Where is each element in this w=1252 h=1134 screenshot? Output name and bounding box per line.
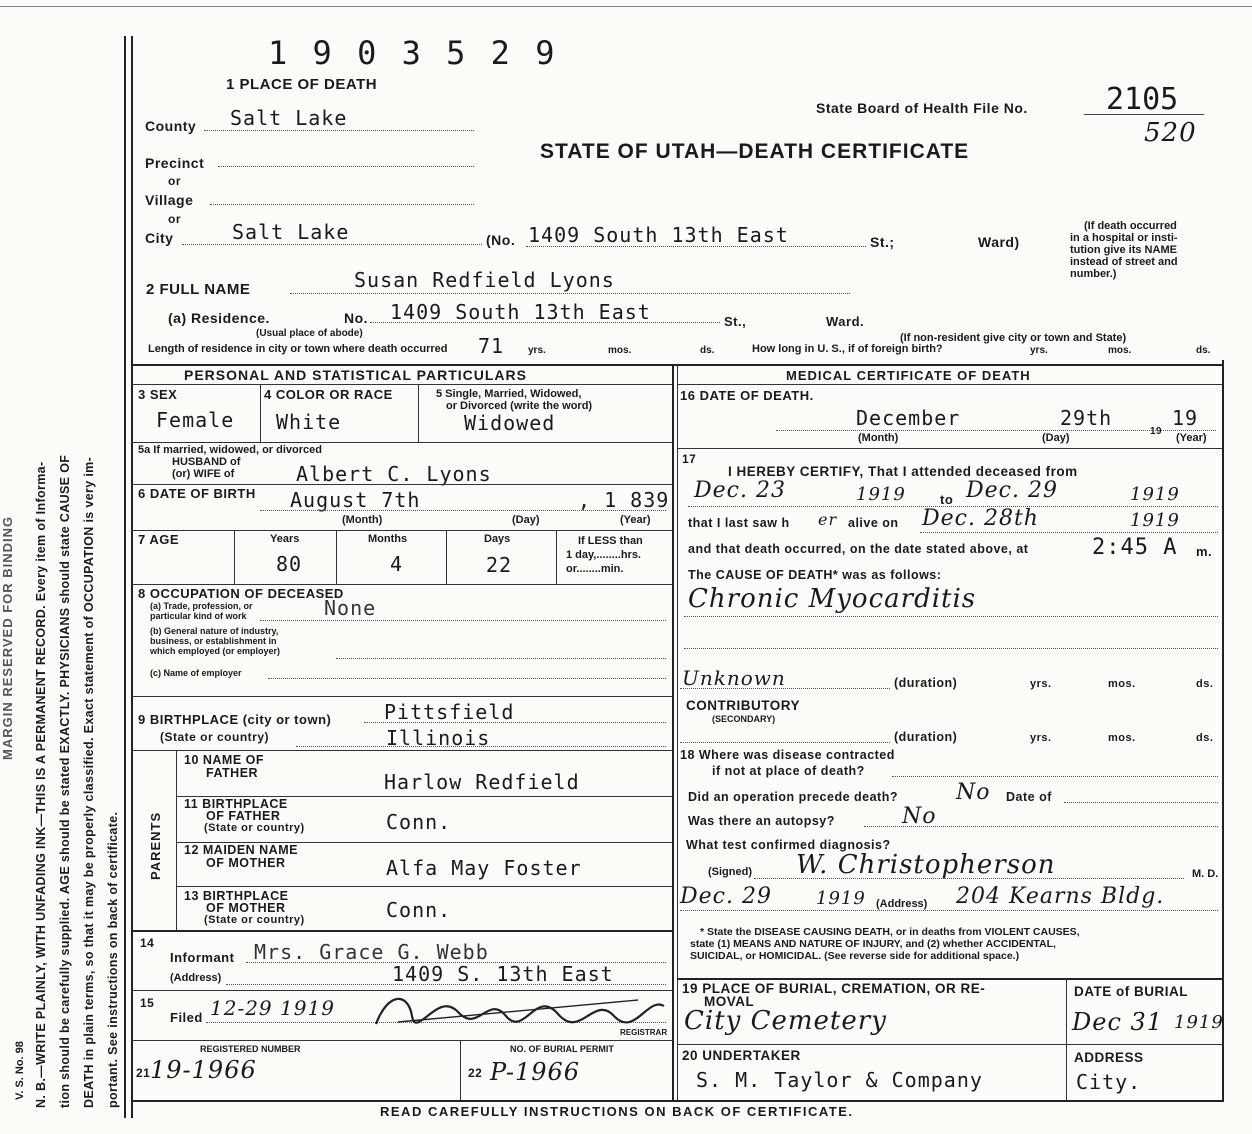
mother-label-2: OF MOTHER [206, 856, 286, 870]
death-occurred-label: and that death occurred, on the date stated above, at [688, 542, 1029, 556]
burial-permit-label: NO. OF BURIAL PERMIT [510, 1044, 614, 1054]
or-text-2: or [168, 212, 181, 226]
signature-year: 1919 [816, 888, 866, 909]
spouse-label [138, 444, 322, 480]
city-value: Salt Lake [232, 220, 350, 244]
dod-day-caption: (Day) [1042, 432, 1070, 444]
usual-place-caption: (Usual place of abode) [256, 328, 363, 339]
father-name-label [184, 754, 264, 780]
cause-note-2: state (1) MEANS AND NATURE OF INJURY, and (2) whether ACCIDENTAL, [690, 938, 1056, 950]
item-17-number: 17 [682, 452, 697, 466]
item-15-number: 15 [140, 996, 155, 1010]
if-less-2: 1 day,........hrs. [566, 549, 641, 561]
registered-divider [460, 1040, 461, 1100]
contributory-mos: mos. [1108, 732, 1136, 744]
attended-to-year: 1919 [1130, 484, 1180, 505]
burial-label-2: MOVAL [704, 994, 755, 1009]
age-years-value: 80 [276, 552, 303, 576]
autopsy-line [864, 826, 1218, 827]
burial-date-value: Dec 31 [1072, 1008, 1164, 1036]
top-edge [0, 6, 1252, 7]
mother-birthplace-label [184, 890, 305, 926]
medical-rule-17 [677, 448, 1223, 449]
signed-label: (Signed) [708, 866, 752, 878]
length-yrs: yrs. [528, 345, 546, 356]
mother-maiden-name-label [184, 844, 298, 870]
row-rule-9 [131, 696, 672, 697]
informant-address-label: (Address) [170, 972, 222, 984]
street-number-label: (No. [486, 232, 516, 248]
last-saw-label: that I last saw h [688, 516, 790, 530]
marital-status-value: Widowed [464, 411, 556, 435]
item-14-number: 14 [140, 936, 155, 950]
certify-statement: I HEREBY CERTIFY, That I attended deceased from [728, 464, 1078, 479]
occupation-b-caption [150, 626, 280, 656]
occupation-a-2: particular kind of work [150, 611, 247, 621]
fbirth-label-3: (State or country) [204, 822, 305, 834]
occupation-line-c [268, 678, 666, 679]
personal-header-rule [131, 384, 672, 385]
city-line [182, 244, 482, 245]
disease-contracted-label-2: if not at place of death? [712, 764, 865, 778]
row-rule-14 [131, 930, 672, 932]
dob-year: , 1 839 [578, 488, 670, 512]
if-less-1: If LESS than [578, 535, 643, 547]
time-of-death: 2:45 A [1092, 535, 1178, 560]
footer-instructions: READ CAREFULLY INSTRUCTIONS ON BACK OF CERTIFICATE. [380, 1104, 854, 1119]
length-mos: mos. [608, 345, 632, 356]
undertaker-address-label: ADDRESS [1074, 1050, 1144, 1065]
margin-note-line-4: portant. See instructions on back of certificate. [106, 811, 120, 1108]
mother-label-1: 12 MAIDEN NAME [184, 843, 298, 857]
occupation-a-caption [150, 601, 253, 621]
age-div-3 [446, 530, 447, 584]
physician-address-label: (Address) [876, 898, 928, 910]
medical-rule-19 [677, 978, 1223, 980]
street-line [526, 246, 866, 247]
center-divider-2 [677, 364, 678, 1100]
color-marital-divider [418, 384, 419, 442]
margin-note-line-3: DEATH in plain terms, so that it may be properly classified. Exact statement of OCCUPATION is very im- [82, 456, 96, 1108]
file-number-secondary: 520 [1144, 118, 1197, 148]
occupation-value: None [324, 596, 377, 620]
county-line [204, 130, 474, 131]
last-seen-alive-date: Dec. 28th [922, 506, 1039, 531]
registered-number-label: REGISTERED NUMBER [200, 1044, 301, 1054]
residence-ward-label: Ward. [826, 314, 865, 329]
filed-label: Filed [170, 1010, 203, 1025]
state-country-caption: (State or country) [160, 730, 270, 744]
age-days-value: 22 [486, 553, 513, 577]
registrar-caption: REGISTRAR [620, 1028, 668, 1037]
operation-value: No [956, 780, 991, 805]
occupation-c-caption: (c) Name of employer [150, 668, 242, 678]
date-of-death-year: 19 [1172, 406, 1199, 430]
hospital-note-4: instead of street and [1070, 256, 1178, 268]
village-line [210, 204, 474, 205]
date-of-death-day: 29th [1060, 406, 1113, 430]
center-divider [672, 364, 674, 1100]
cause-note-1: * State the DISEASE CAUSING DEATH, or in deaths from VIOLENT CAUSES, [700, 926, 1080, 938]
cause-line-1 [684, 616, 1218, 617]
attended-from-year: 1919 [856, 484, 906, 505]
age-months-value: 4 [390, 552, 404, 576]
contributory-line [680, 742, 890, 743]
secondary-caption: (SECONDARY) [712, 714, 776, 724]
filed-date-value: 12-29 1919 [210, 996, 335, 1020]
duration-ds: ds. [1196, 678, 1214, 690]
length-of-residence-label: Length of residence in city or town where death occurred [148, 343, 448, 355]
item-21-number: 21 [136, 1066, 151, 1080]
residence-st-label: St., [724, 314, 747, 329]
if-less-3: or........min. [566, 563, 624, 575]
date-of-death-month: December [856, 406, 961, 430]
residence-line [370, 322, 720, 323]
medical-certificate-header: MEDICAL CERTIFICATE OF DEATH [786, 368, 1031, 383]
row-rule-6 [131, 484, 672, 485]
birthplace-state-line [296, 746, 666, 747]
marital-status-label-1: 5 Single, Married, Widowed, [436, 388, 582, 400]
spouse-label-3: (or) WIFE of [172, 468, 235, 480]
time-meridiem-suffix: m. [1196, 544, 1213, 559]
cause-note-3: SUICIDAL, or HOMICIDAL. (See reverse side for additional space.) [690, 950, 1020, 962]
residence-no-label: No. [344, 310, 369, 326]
age-days-caption: Days [484, 533, 511, 545]
undertaker-value: S. M. Taylor & Company [696, 1068, 983, 1092]
informant-address-line [226, 984, 666, 985]
medical-rule-20 [677, 1044, 1223, 1045]
frame-left-inner [131, 36, 133, 1118]
date-of-death-label: 16 DATE OF DEATH. [680, 388, 814, 403]
burial-permit-value: P-1966 [490, 1058, 581, 1086]
fbirth-label-1: 11 BIRTHPLACE [184, 797, 288, 811]
disease-contracted-line [892, 776, 1218, 777]
precinct-line [218, 166, 474, 167]
attended-to-label: to [940, 492, 954, 507]
place-of-death-label: 1 PLACE OF DEATH [226, 76, 378, 93]
residence-label: (a) Residence. [168, 310, 270, 326]
personal-particulars-header: PERSONAL AND STATISTICAL PARTICULARS [184, 367, 527, 383]
cause-of-death-label: The CAUSE OF DEATH* was as follows: [688, 568, 942, 582]
village-label: Village [145, 192, 194, 208]
certificate-serial-number: 1 9 0 3 5 2 9 [268, 34, 558, 72]
attended-to-date: Dec. 29 [966, 478, 1058, 503]
last-saw-pronoun: er [818, 510, 838, 529]
operation-date-line [1064, 802, 1218, 803]
occupation-line-b [336, 658, 666, 659]
if-less-than-day [566, 534, 643, 576]
father-birthplace-value: Conn. [386, 810, 452, 834]
mbirth-label-1: 13 BIRTHPLACE [184, 889, 289, 903]
frame-left-outer [124, 36, 126, 1118]
or-text-1: or [168, 174, 181, 188]
us-mos: mos. [1108, 345, 1132, 356]
parents-divider [176, 750, 177, 930]
mother-maiden-name-value: Alfa May Foster [386, 856, 582, 880]
physician-address: 204 Kearns Bldg. [956, 884, 1165, 909]
last-seen-alive-year: 1919 [1130, 510, 1180, 531]
color-race-value: White [276, 410, 342, 434]
burial-place-value: City Cemetery [684, 1006, 887, 1036]
dod-month-caption: (Month) [858, 432, 899, 444]
date-of-death-line [776, 430, 1216, 431]
operation-date-label: Date of [1006, 790, 1052, 804]
residence-value: 1409 South 13th East [390, 300, 651, 324]
date-of-birth-label: 6 DATE OF BIRTH [138, 486, 256, 501]
birthplace-state: Illinois [386, 726, 491, 750]
father-birthplace-label [184, 798, 305, 834]
how-long-in-us-label: How long in U. S., if of foreign birth? [752, 343, 943, 355]
hospital-note [1070, 220, 1178, 280]
bottom-rule [131, 1100, 1224, 1102]
operation-label: Did an operation precede death? [688, 790, 898, 804]
precinct-label: Precinct [145, 155, 205, 171]
hospital-note-3: tution give its NAME [1070, 244, 1177, 256]
county-label: County [145, 118, 197, 134]
signed-line [754, 878, 1184, 879]
registrar-signature [368, 986, 668, 1032]
occupation-line-a [260, 620, 666, 621]
alive-on-label: alive on [848, 516, 899, 530]
burial-label-1: 19 PLACE OF BURIAL, CREMATION, OR RE- [682, 981, 986, 996]
test-confirmed-label: What test confirmed diagnosis? [686, 838, 891, 852]
hospital-note-1: (If death occurred [1084, 220, 1177, 232]
occupation-b-2: business, or establishment in [150, 636, 277, 646]
autopsy-label: Was there an autopsy? [688, 814, 835, 828]
sex-value: Female [156, 408, 235, 432]
form-number: V. S. No. 98 [14, 1041, 26, 1100]
row-rule-8 [131, 584, 672, 585]
duration-label: (duration) [894, 676, 958, 690]
signature-date: Dec. 29 [680, 884, 772, 909]
disease-contracted-label: 18 Where was disease contracted [680, 748, 895, 762]
md-label: M. D. [1192, 868, 1219, 880]
file-number: 2105 [1106, 82, 1179, 117]
us-yrs: yrs. [1030, 345, 1048, 356]
birthplace-line [364, 722, 666, 723]
item-22-number: 22 [468, 1066, 483, 1080]
non-resident-caption: (If non-resident give city or town and State) [900, 332, 1127, 344]
file-number-line [1084, 114, 1204, 115]
row-rule-13 [176, 886, 672, 887]
occupation-b-1: (b) General nature of industry, [150, 626, 279, 636]
registered-number-value: 19-1966 [150, 1056, 257, 1084]
contributory-duration-label: (duration) [894, 730, 958, 744]
file-number-label: State Board of Health File No. [816, 100, 1028, 116]
mother-birthplace-value: Conn. [386, 898, 452, 922]
physician-signature: W. Christopherson [796, 850, 1056, 880]
informant-label: Informant [170, 950, 235, 965]
age-months-caption: Months [368, 533, 408, 545]
age-div-1 [234, 530, 235, 584]
length-ds: ds. [700, 345, 715, 356]
sex-label: 3 SEX [138, 387, 178, 402]
birthplace-label: 9 BIRTHPLACE (city or town) [138, 712, 332, 727]
contributory-label: CONTRIBUTORY [686, 698, 800, 713]
hospital-note-5: number.) [1070, 268, 1117, 280]
length-of-residence-years: 71 [478, 334, 505, 358]
duration-yrs: yrs. [1030, 678, 1052, 690]
row-rule-21 [131, 1040, 672, 1041]
spouse-label-1: 5a If married, widowed, or divorced [138, 444, 322, 456]
dob-year-caption: (Year) [620, 514, 651, 526]
full-name-value: Susan Redfield Lyons [354, 268, 615, 292]
informant-value: Mrs. Grace G. Webb [254, 940, 489, 964]
cause-line-2 [684, 648, 1218, 649]
undertaker-address-value: City. [1076, 1070, 1142, 1094]
attended-from-date: Dec. 23 [694, 478, 786, 503]
margin-note-line-1: N. B.—WRITE PLAINLY, WITH UNFADING INK—THIS IS A PERMANENT RECORD. Every item of Informa- [34, 461, 48, 1108]
cause-instruction-note [690, 926, 1080, 962]
hospital-note-2: in a hospital or insti- [1070, 232, 1178, 244]
color-race-label: 4 COLOR OR RACE [264, 387, 393, 402]
occupation-a-1: (a) Trade, profession, or [150, 601, 253, 611]
row-rule-5a [131, 442, 672, 443]
duration-line [680, 688, 890, 689]
mbirth-label-3: (State or country) [204, 914, 305, 926]
occupation-b-3: which employed (or employer) [150, 646, 281, 656]
dod-year-caption: (Year) [1176, 432, 1207, 444]
age-div-4 [556, 530, 557, 584]
row-rule-7 [131, 530, 672, 531]
date-of-death-year-prefix: 19 [1150, 426, 1163, 437]
contributory-yrs: yrs. [1030, 732, 1052, 744]
spouse-value: Albert C. Lyons [296, 462, 492, 486]
margin-note-line-2: tion should be carefully supplied. AGE should be stated EXACTLY. PHYSICIANS should state CAUSE OF [58, 454, 72, 1108]
occupation-label: 8 OCCUPATION OF DECEASED [138, 586, 344, 601]
contributory-ds: ds. [1196, 732, 1214, 744]
father-name-value: Harlow Redfield [384, 770, 580, 794]
marital-status-label [436, 388, 592, 412]
physician-address-line [680, 910, 1218, 911]
death-street-address: 1409 South 13th East [528, 223, 789, 247]
dob-day-caption: (Day) [512, 514, 540, 526]
marital-status-label-2: or Divorced (write the word) [446, 400, 593, 412]
father-label-2: FATHER [206, 766, 259, 780]
alive-line [920, 532, 1218, 533]
autopsy-value: No [902, 804, 937, 829]
county-value: Salt Lake [230, 106, 348, 130]
father-label-1: 10 NAME OF [184, 753, 265, 767]
ward-label: Ward) [978, 234, 1020, 250]
street-label: St.; [870, 234, 895, 250]
undertaker-label: 20 UNDERTAKER [682, 1048, 801, 1063]
dob-month-day: August 7th [290, 488, 421, 512]
dob-month-caption: (Month) [342, 514, 383, 526]
binding-margin-label: MARGIN RESERVED FOR BINDING [0, 515, 15, 760]
burial-year-value: 1919 [1174, 1012, 1224, 1033]
age-years-caption: Years [270, 533, 300, 545]
row-rule-10 [131, 750, 672, 751]
full-name-line [290, 293, 850, 294]
cause-of-death-value: Chronic Myocarditis [688, 584, 977, 614]
city-label: City [145, 230, 174, 246]
full-name-label: 2 FULL NAME [146, 281, 251, 298]
frame-right [1222, 360, 1224, 1100]
birthplace-city: Pittsfield [384, 700, 515, 724]
informant-address-value: 1409 S. 13th East [392, 962, 614, 986]
burial-date-label: DATE of BURIAL [1074, 984, 1188, 999]
sex-color-divider [260, 384, 261, 442]
age-div-2 [336, 530, 337, 584]
medical-header-rule [677, 384, 1223, 385]
certificate-title: STATE OF UTAH—DEATH CERTIFICATE [540, 140, 970, 163]
parents-label: PARENTS [148, 811, 163, 880]
spouse-label-2: HUSBAND of [172, 456, 241, 468]
age-label: 7 AGE [138, 532, 180, 547]
burial-place-label [682, 982, 985, 1008]
burial-date-divider [1066, 978, 1067, 1100]
dob-line [260, 510, 666, 511]
us-ds: ds. [1196, 345, 1211, 356]
cause-duration-value: Unknown [682, 666, 786, 690]
duration-mos: mos. [1108, 678, 1136, 690]
fbirth-label-2: OF FATHER [206, 809, 281, 823]
mbirth-label-2: OF MOTHER [206, 901, 286, 915]
